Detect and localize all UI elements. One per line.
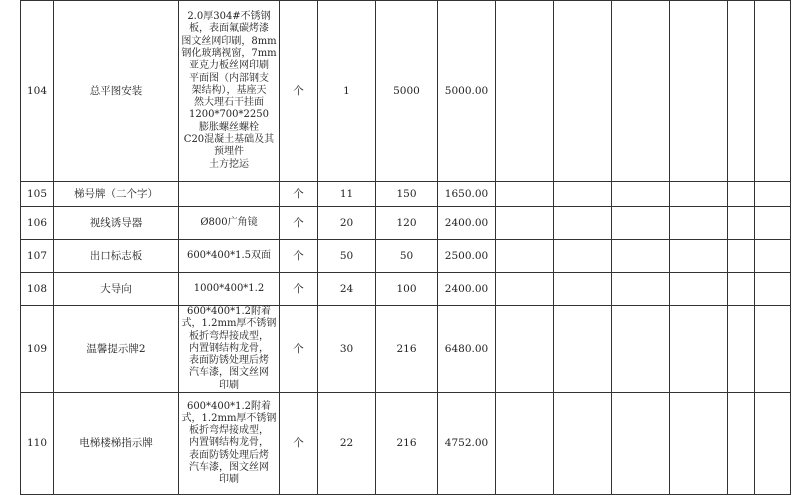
row-number: 108 (21, 273, 54, 306)
item-unit: 个 (280, 240, 318, 273)
empty-cell (755, 393, 791, 495)
empty-cell (554, 207, 612, 240)
empty-cell (670, 240, 728, 273)
item-total: 6480.00 (438, 306, 496, 393)
item-spec: 600*400*1.2附着 式，1.2mm厚不锈钢 板折弯焊接成型， 内置钢结构龙骨， 表面防锈处理后烤 汽车漆，图文丝网 印刷 (179, 393, 280, 495)
table-row (21, 240, 791, 273)
table-row (21, 1, 791, 182)
empty-cell (554, 240, 612, 273)
item-quantity: 24 (318, 273, 376, 306)
item-quantity: 11 (318, 182, 376, 207)
empty-cell (496, 240, 554, 273)
item-spec: 600*400*1.2附着 式，1.2mm厚不锈钢 板折弯焊接成型， 内置钢结构龙骨， 表面防锈处理后烤 汽车漆，图文丝网 印刷 (179, 306, 280, 393)
row-number: 107 (21, 240, 54, 273)
empty-cell (496, 273, 554, 306)
item-unit-price: 150 (376, 182, 438, 207)
empty-cell (728, 273, 755, 306)
table-row (21, 182, 791, 207)
empty-cell (670, 273, 728, 306)
empty-cell (496, 393, 554, 495)
item-unit: 个 (280, 182, 318, 207)
row-number: 104 (21, 1, 54, 182)
item-unit: 个 (280, 1, 318, 182)
empty-cell (755, 182, 791, 207)
empty-cell (612, 393, 670, 495)
empty-cell (670, 393, 728, 495)
empty-cell (670, 182, 728, 207)
empty-cell (554, 273, 612, 306)
item-name: 总平图安装 (54, 1, 179, 182)
item-name: 视线诱导器 (54, 207, 179, 240)
empty-cell (670, 207, 728, 240)
item-total: 2500.00 (438, 240, 496, 273)
item-total: 4752.00 (438, 393, 496, 495)
item-unit-price: 5000 (376, 1, 438, 182)
item-total: 5000.00 (438, 1, 496, 182)
item-unit-price: 216 (376, 393, 438, 495)
empty-cell (728, 240, 755, 273)
item-name: 大导向 (54, 273, 179, 306)
empty-cell (670, 1, 728, 182)
item-unit-price: 100 (376, 273, 438, 306)
empty-cell (728, 393, 755, 495)
item-total: 2400.00 (438, 207, 496, 240)
table-row (21, 273, 791, 306)
empty-cell (728, 182, 755, 207)
empty-cell (554, 1, 612, 182)
item-quantity: 22 (318, 393, 376, 495)
item-total: 2400.00 (438, 273, 496, 306)
item-name: 温馨提示牌2 (54, 306, 179, 393)
item-unit-price: 216 (376, 306, 438, 393)
row-number: 105 (21, 182, 54, 207)
item-spec: 1000*400*1.2 (179, 273, 280, 306)
empty-cell (496, 182, 554, 207)
price-table (20, 0, 791, 495)
empty-cell (670, 306, 728, 393)
empty-cell (755, 240, 791, 273)
row-number: 110 (21, 393, 54, 495)
item-name: 出口标志板 (54, 240, 179, 273)
table-row (21, 207, 791, 240)
item-quantity: 30 (318, 306, 376, 393)
empty-cell (612, 306, 670, 393)
empty-cell (612, 1, 670, 182)
item-name: 电梯楼梯指示牌 (54, 393, 179, 495)
empty-cell (612, 240, 670, 273)
empty-cell (612, 182, 670, 207)
table-row (21, 306, 791, 393)
empty-cell (554, 182, 612, 207)
empty-cell (496, 306, 554, 393)
row-number: 109 (21, 306, 54, 393)
item-quantity: 50 (318, 240, 376, 273)
item-spec (179, 182, 280, 207)
row-number: 106 (21, 207, 54, 240)
empty-cell (755, 207, 791, 240)
item-unit-price: 120 (376, 207, 438, 240)
empty-cell (554, 393, 612, 495)
empty-cell (496, 207, 554, 240)
item-total: 1650.00 (438, 182, 496, 207)
empty-cell (728, 1, 755, 182)
item-spec: Ø800广角镜 (179, 207, 280, 240)
empty-cell (755, 1, 791, 182)
item-name: 梯号牌（二个字） (54, 182, 179, 207)
item-unit: 个 (280, 207, 318, 240)
empty-cell (554, 306, 612, 393)
empty-cell (728, 306, 755, 393)
item-quantity: 20 (318, 207, 376, 240)
item-unit: 个 (280, 306, 318, 393)
empty-cell (612, 273, 670, 306)
empty-cell (496, 1, 554, 182)
item-unit: 个 (280, 393, 318, 495)
empty-cell (755, 306, 791, 393)
empty-cell (612, 207, 670, 240)
table-row (21, 393, 791, 495)
empty-cell (755, 273, 791, 306)
item-unit: 个 (280, 273, 318, 306)
item-spec: 600*400*1.5双面 (179, 240, 280, 273)
item-unit-price: 50 (376, 240, 438, 273)
item-quantity: 1 (318, 1, 376, 182)
empty-cell (728, 207, 755, 240)
item-spec: 2.0厚304#不锈钢 板，表面氟碳烤漆 图文丝网印刷，8mm 钢化玻璃视窗，7mm 亚克力板丝网印刷 平面图（内部钢支 架结构），基座天 然大理石干挂面 1200*700*2250 膨胀螺丝螺栓 C20混凝土基础及其 预埋件 土方挖运 (179, 1, 280, 182)
